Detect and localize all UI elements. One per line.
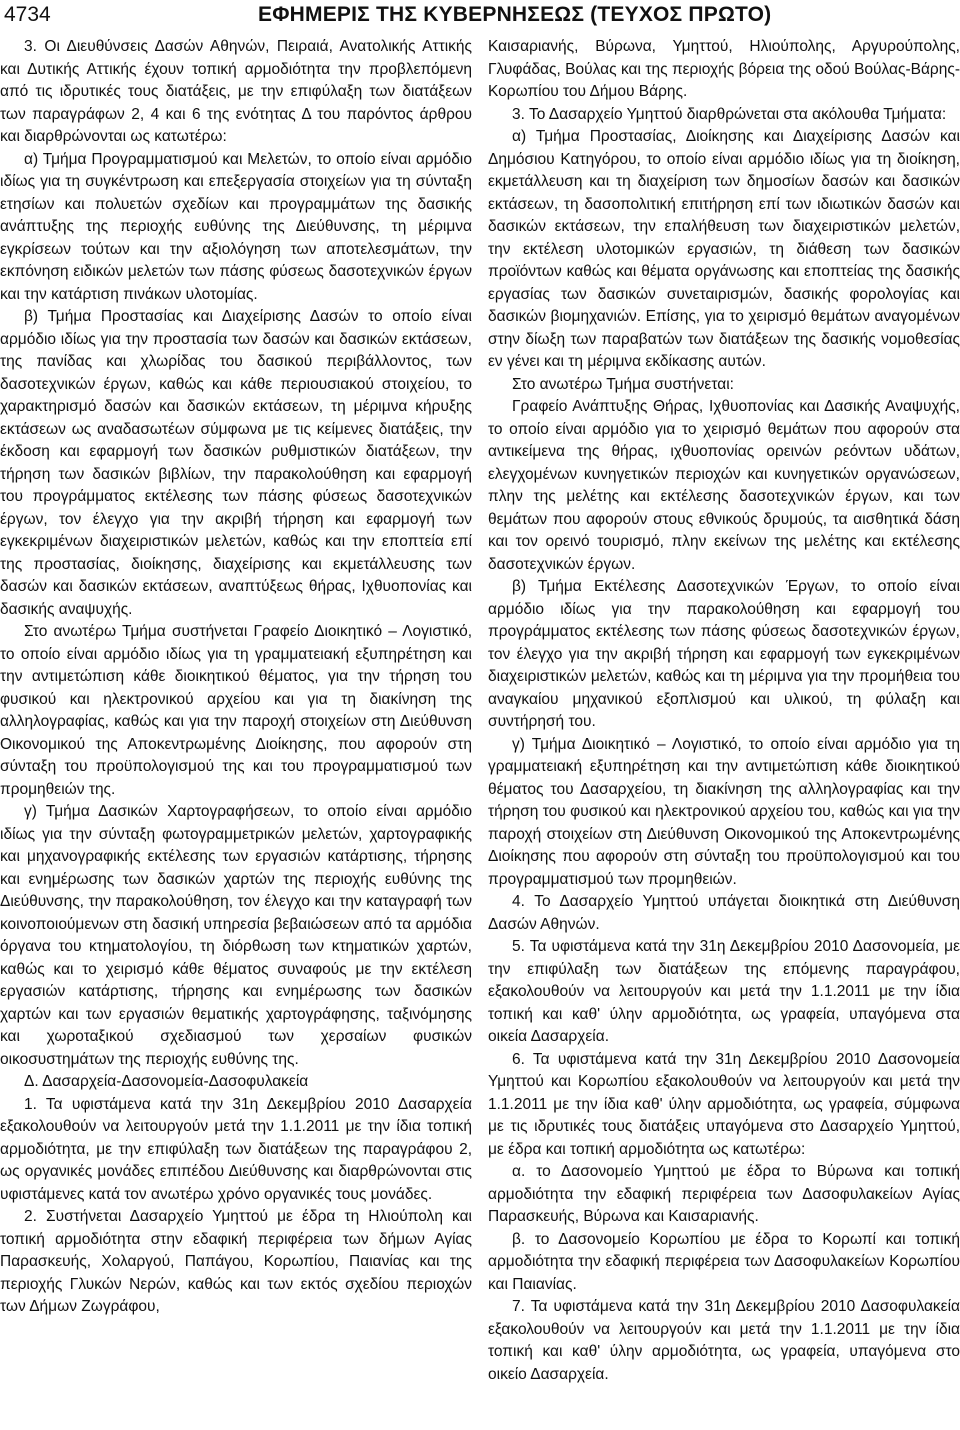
page-header (0, 0, 960, 32)
page-number: 4734 (4, 3, 51, 26)
paragraph-planning-section: α) Τμήμα Προγραμματισμού και Μελετών, το οποίο είναι αρμόδιο ιδίως για τη συγκέντρωση και επεξεργασία στοιχείων για τη σύνταξη ετησίων και πολυετών σχεδίων και προγραμμάτων της δασικής ανάπτυξης της περιοχής ευθύνης της Διεύθυνσης, τη μέριμνα εγκρίσεων τούτων και την αξιολόγηση των αποτελεσμάτων, την εκπόνηση ειδικών μελετών των πάσης φύσεως δασοτεχνικών έργων και την κατάρτιση πινάκων υλοτομίας. (0, 150, 472, 303)
paragraph-mapping-section: γ) Τμήμα Δασικών Χαρτογραφήσεων, το οποίο είναι αρμόδιο ιδίως για την σύνταξη φωτογραμμετρικών μελετών, χαρτογραφικής και μηχανογραφικής εκτέλεσης των εργασιών κατάρτισης, τήρησης και ενημέρωσης των δασικών χαρτών της περιοχής ευθύνης της Διεύθυνσης, την παρακολούθηση, τον έλεγχο και την καταγραφή των κοινοποιούμενων στη δασική υπηρεσία βεβαιώσεων από τα αρμόδια όργανα του κτηματολογίου, τη διόρθωση των κτηματικών χαρτών, καθώς και το χειρισμό κάθε θέματος συναφούς με την εκτέλεση εργασιών κατάρτισης, τήρησης και ενημέρωσης των δασικών χαρτών και των εργασιών θεματικής χαρτογράφησης, ταξινόμησης και χωροταξικού σχεδιασμού των χερσαίων φυσικών οικοσυστημάτων της περιοχής ευθύνης της. (0, 803, 472, 1068)
right-column (488, 36, 960, 1386)
paragraph-protection-management-section: α) Τμήμα Προστασίας, Διοίκησης και Διαχείρισης Δασών και Δημόσιου Κατηγόρου, το οποίο είναι αρμόδιο ιδίως για τη διοίκηση, εκμετάλλευση και τη διαχείριση των δημοσίων δασών και δασικών εκτάσεων, τη δασοπολιτική επιτήρηση επί των ιδιωτικών δασών και δασικών εκτάσεων, την επαλήθευση των διαχειριστικών μελετών, την εκτέλεση υλοτομικών εργασιών, τη διάθεση των δασικών προϊόντων καθώς και θέματα οργάνωσης και εποπτείας της δασικής εργασίας των δασικών συνεταιρισμών, δασικής φορολογίας και δασικών βιομηχανιών. Επίσης, για το χειρισμό θεμάτων αναγομένων στην δίωξη των παραβατών των διατάξεων της δασικής νομοθεσίας εν γένει και τη μέριμνα εκδίκασης αυτών. (488, 128, 960, 370)
paragraph-works-section: β) Τμήμα Εκτέλεσης Δασοτεχνικών Έργων, το οποίο είναι αρμόδιο ιδίως για την παρακολούθηση και εφαρμογή του προγράμματος εκτέλεσης των πάσης φύσεως δασοτεχνικών έργων, τον έλεγχο για την ακριβή τήρηση και εφαρμογή των εγκεκριμένων διαχειριστικών μελετών, καθώς και τη μέριμνα για την προμήθεια του αναγκαίου μηχανικού εξοπλισμού και υλικού, τη φύλαξη και συντήρησή του. (488, 578, 960, 730)
paragraph-admin-office: Στο ανωτέρω Τμήμα συστήνεται Γραφείο Διοικητικό – Λογιστικό, το οποίο είναι αρμόδιο ιδίως για τη γραμματειακή εξυπηρέτηση και την αντιμετώπιση κάθε διοικητικού θέματος, για την τήρηση του φυσικού και ηλεκτρονικού αρχείου και για τη διακίνηση της αλληλογραφίας, καθώς και για την παροχή στοιχείων στη Διεύθυνση Οικονομικού της Αποκεντρωμένης Διοίκησης, που αφορούν στη σύνταξη του προϋπολογισμού της και του προγραμματισμού των προμηθειών της. (0, 623, 472, 798)
paragraph-hunting-office: Γραφείο Ανάπτυξης Θήρας, Ιχθυοπονίας και Δασικής Αναψυχής, το οποίο είναι αρμόδιο για το χειρισμό θεμάτων που αφορούν στα αντικείμενα της θήρας, ιχθυοπονίας ορεινών ρεόντων υδάτων, ελεγχομένων κυνηγετικών περιοχών και κυνηγετικών οργανώσεων, πλην της μελέτης και εκτέλεσης δασοτεχνικών έργων, και των θεμάτων που αφορούν στους εθνικούς δρυμούς, τα αισθητικά δάση και τον ορεινό τουρισμό, πλην εκείνων της μελέτης και εκτέλεσης δασοτεχνικών έργων. (488, 398, 960, 573)
paragraph-protection-section: β) Τμήμα Προστασίας και Διαχείρισης Δασών το οποίο είναι αρμόδιο ιδίως για την προστασία των δασών και δασικών εκτάσεων, της πανίδας και χλωρίδας του δασικού περιβάλλοντος, των δασοτεχνικών έργων, καθώς και κάθε περιουσιακού στοιχείου, το χαρακτηρισμό δασών και δασικών εκτάσεων, τη μέριμνα κήρυξης εκτάσεων ως αναδασωτέων σύμφωνα με τις κείμενες διατάξεις, την έκδοση και εφαρμογή των δασικών ρυθμιστικών διατάξεων, την τήρηση των δασικών βιβλίων, την παρακολούθηση και εφαρμογή του προγράμματος εκτέλεσης των πάσης φύσεως δασοτεχνικών έργων, τον έλεγχο για την ακριβή τήρηση και εφαρμογή των εγκεκριμένων διαχειριστικών μελετών, καθώς και την εποπτεία επί της προστασίας, διοίκησης, διαχείρισης και εκμετάλλευσης των δασών και δασικών εκτάσεων, αναπτύξεως θήρας, Ιχθυοπονίας και δασικής αναψυχής. (0, 308, 472, 618)
paragraph-1-forest-offices: 1. Τα υφιστάμενα κατά την 31η Δεκεμβρίου 2010 Δασαρχεία εξακολουθούν να λειτουργούν μετά την 1.1.2011 με την ίδια τοπική αρμοδιότητα, με την επιφύλαξη των διατάξεων της παραγράφου 2, ως οργανικές μονάδες επιπέδου Διεύθυνσης και διαρθρώνονται στις υφιστάμενες κατά τον ανωτέρω χρόνο οργανικές τους μονάδες. (0, 1095, 472, 1203)
left-column (0, 36, 472, 1319)
paragraph-admin-accounting-section: γ) Τμήμα Διοικητικό – Λογιστικό, το οποίο είναι αρμόδιο για τη γραμματειακή εξυπηρέτηση και την αντιμετώπιση κάθε διοικητικού θέματος του Δασαρχείου, τη διακίνηση της αλληλογραφίας και την τήρηση του φυσικού και ηλεκτρονικού αρχείου του, καθώς και για την παροχή στοιχείων στη Διεύθυνση Οικονομικού της Αποκεντρωμένης Διοίκησης που αφορούν στη σύνταξη του προϋπολογισμού και του προγραμματισμού των προμηθειών. (488, 735, 960, 888)
paragraph-6-ymittos-koropi: 6. Τα υφιστάμενα κατά την 31η Δεκεμβρίου 2010 Δασονομεία Υμηττού και Κορωπίου εξακολουθούν να λειτουργούν και μετά την 1.1.2011 με την ίδια καθ' ύλην αρμοδιότητα, ως γραφεία, σύμφωνα με τις ιδρυτικές τους διατάξεις υπαγόμενα στο Δασαρχείο Υμηττού, με έδρα και τοπική αρμοδιότητα ως κατωτέρω: (488, 1050, 960, 1158)
paragraph-7-forest-guard-posts: 7. Τα υφιστάμενα κατά την 31η Δεκεμβρίου 2010 Δασοφυλακεία εξακολουθούν να λειτουργούν και μετά την 1.1.2011 με την ίδια τοπική και καθ' ύλην αρμοδιότητα, ως γραφεία, υπαγόμενα στο οικείο Δασαρχεία. (488, 1298, 960, 1383)
paragraph-6a-ymittos-district: α. το Δασονομείο Υμηττού με έδρα το Βύρωνα και τοπική αρμοδιότητα την εδαφική περιφέρεια των Δασοφυλακείων Αγίας Παρασκευής, Βύρωνα και Καισαριανής. (488, 1163, 960, 1225)
paragraph-5-forest-districts: 5. Τα υφιστάμενα κατά την 31η Δεκεμβρίου 2010 Δασονομεία, με την επιφύλαξη των διατάξεων της επόμενης παραγράφου, εξακολουθούν να λειτουργούν και μετά την 1.1.2011 με την ίδια τοπική και καθ' ύλην αρμοδιότητα, ως γραφεία, υπαγόμενα στα οικεία Δασαρχεία. (488, 938, 960, 1045)
paragraph-6b-koropi-district: β. το Δασονομείο Κορωπίου με έδρα το Κορωπί και τοπική αρμοδιότητα την εδαφική περιφέρεια των Δασοφυλακείων Κορωπίου και Παιανίας. (488, 1230, 960, 1293)
section-heading-d: Δ. Δασαρχεία-Δασονομεία-Δασοφυλακεία (24, 1073, 309, 1090)
paragraph-2-ymittos-office: 2. Συστήνεται Δασαρχείο Υμηττού με έδρα τη Ηλιούπολη και τοπική αρμοδιότητα στην εδαφική περιφέρεια των δήμων Αγίας Παρασκευής, Χολαργού, Παπάγου, Κορωπίου, Παιανίας και της περιοχής Γλυκών Νερών, καθώς και των εκτός σχεδίου περιοχών των Δήμων Ζωγράφου, (0, 1208, 472, 1315)
paragraph-3-ymittos-sections: 3. Το Δασαρχείο Υμηττού διαρθρώνεται στα ακόλουθα Τμήματα: (512, 105, 947, 123)
journal-title: ΕΦΗΜΕΡΙΣ ΤΗΣ ΚΥΒΕΡΝΗΣΕΩΣ (ΤΕΥΧΟΣ ΠΡΩΤΟ) (258, 3, 772, 26)
paragraph-section-establishes: Στο ανωτέρω Τμήμα συστήνεται: (512, 375, 734, 393)
paragraph-3-directorates: 3. Οι Διευθύνσεις Δασών Αθηνών, Πειραιά, Ανατολικής Αττικής και Δυτικής Αττικής έχουν τοπική αρμοδιότητα την προβλεπόμενη από τις ιδρυτικές τους διατάξεις, με την επιφύλαξη των διατάξεων των παραγράφων 2, 4 και 6 της ενότητας Δ του παρόντος άρθρου και διαρθρώνονται ως κατωτέρω: (0, 38, 472, 145)
paragraph-continuation: Καισαριανής, Βύρωνα, Υμηττού, Ηλιούπολης, Αργυρούπολης, Γλυφάδας, Βούλας και της περιοχής βόρεια της οδού Βούλας-Βάρης-Κορωπίου του Δήμου Βάρης. (488, 38, 960, 100)
paragraph-4-subordination: 4. Το Δασαρχείο Υμηττού υπάγεται διοικητικά στη Διεύθυνση Δασών Αθηνών. (488, 893, 960, 933)
